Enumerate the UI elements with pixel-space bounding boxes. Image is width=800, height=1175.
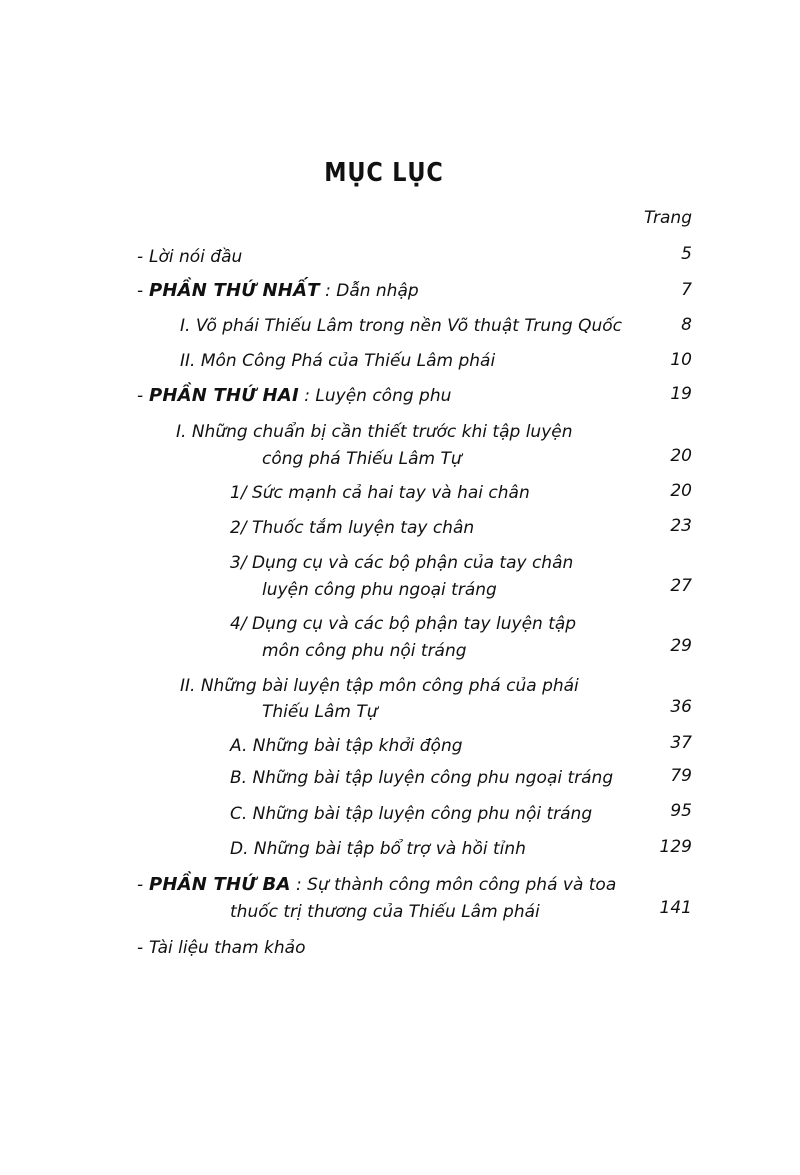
toc-entry: II. Môn Công Phá của Thiếu Lâm phái <box>180 351 496 371</box>
toc-entry: I. Những chuẩn bị cần thiết trước khi tập luyện <box>176 422 573 442</box>
toc-entry-continuation: môn công phu nội tráng <box>262 641 467 661</box>
toc-page-number: 5 <box>681 244 692 264</box>
toc-entry: II. Những bài luyện tập môn công phá của phái <box>180 676 579 696</box>
toc-entry-continuation: công phá Thiếu Lâm Tự <box>262 449 462 469</box>
page-column-label: Trang <box>643 208 692 228</box>
toc-page-number: 23 <box>670 516 692 536</box>
toc-entry: A. Những bài tập khởi động <box>230 736 463 756</box>
toc-entry-part-three: - PHẦN THỨ BA : Sự thành công môn công phá và toa <box>137 874 617 895</box>
toc-entry: I. Võ phái Thiếu Lâm trong nền Võ thuật Trung Quốc <box>180 316 623 336</box>
toc-entry-part-two: - PHẦN THỨ HAI : Luyện công phu <box>137 385 452 406</box>
toc-page-number: 20 <box>670 481 692 501</box>
toc-page-number: 27 <box>670 576 692 596</box>
toc-page-number: 8 <box>681 315 692 335</box>
toc-page-number: 19 <box>670 384 692 404</box>
toc-page-number: 141 <box>659 898 692 918</box>
toc-entry: 2/ Thuốc tắm luyện tay chân <box>230 518 475 538</box>
toc-entry-part-one: - PHẦN THỨ NHẤT : Dẫn nhập <box>137 280 419 301</box>
toc-entry-continuation: thuốc trị thương của Thiếu Lâm phái <box>230 902 540 922</box>
toc-page-number: 10 <box>670 350 692 370</box>
toc-page-number: 36 <box>670 697 692 717</box>
toc-page-number: 37 <box>670 733 692 753</box>
toc-entry: 3/ Dụng cụ và các bộ phận của tay chân <box>230 553 574 573</box>
toc-entry-foreword: - Lời nói đầu <box>137 247 243 267</box>
toc-page-number: 129 <box>659 837 692 857</box>
toc-entry: D. Những bài tập bổ trợ và hồi tỉnh <box>230 839 526 859</box>
page-title: MỤC LỤC <box>324 158 444 188</box>
toc-entry-continuation: luyện công phu ngoại tráng <box>262 580 497 600</box>
toc-entry: 1/ Sức mạnh cả hai tay và hai chân <box>230 483 530 503</box>
toc-page-number: 20 <box>670 446 692 466</box>
toc-page-number: 29 <box>670 636 692 656</box>
toc-page-number: 95 <box>670 801 692 821</box>
toc-entry: 4/ Dụng cụ và các bộ phận tay luyện tập <box>230 614 577 634</box>
toc-entry: B. Những bài tập luyện công phu ngoại tráng <box>230 768 614 788</box>
toc-page-number: 79 <box>670 766 692 786</box>
toc-entry: C. Những bài tập luyện công phu nội tráng <box>230 804 593 824</box>
toc-entry-references: - Tài liệu tham khảo <box>137 938 306 958</box>
toc-page-number: 7 <box>681 280 692 300</box>
toc-entry-continuation: Thiếu Lâm Tự <box>262 702 378 722</box>
